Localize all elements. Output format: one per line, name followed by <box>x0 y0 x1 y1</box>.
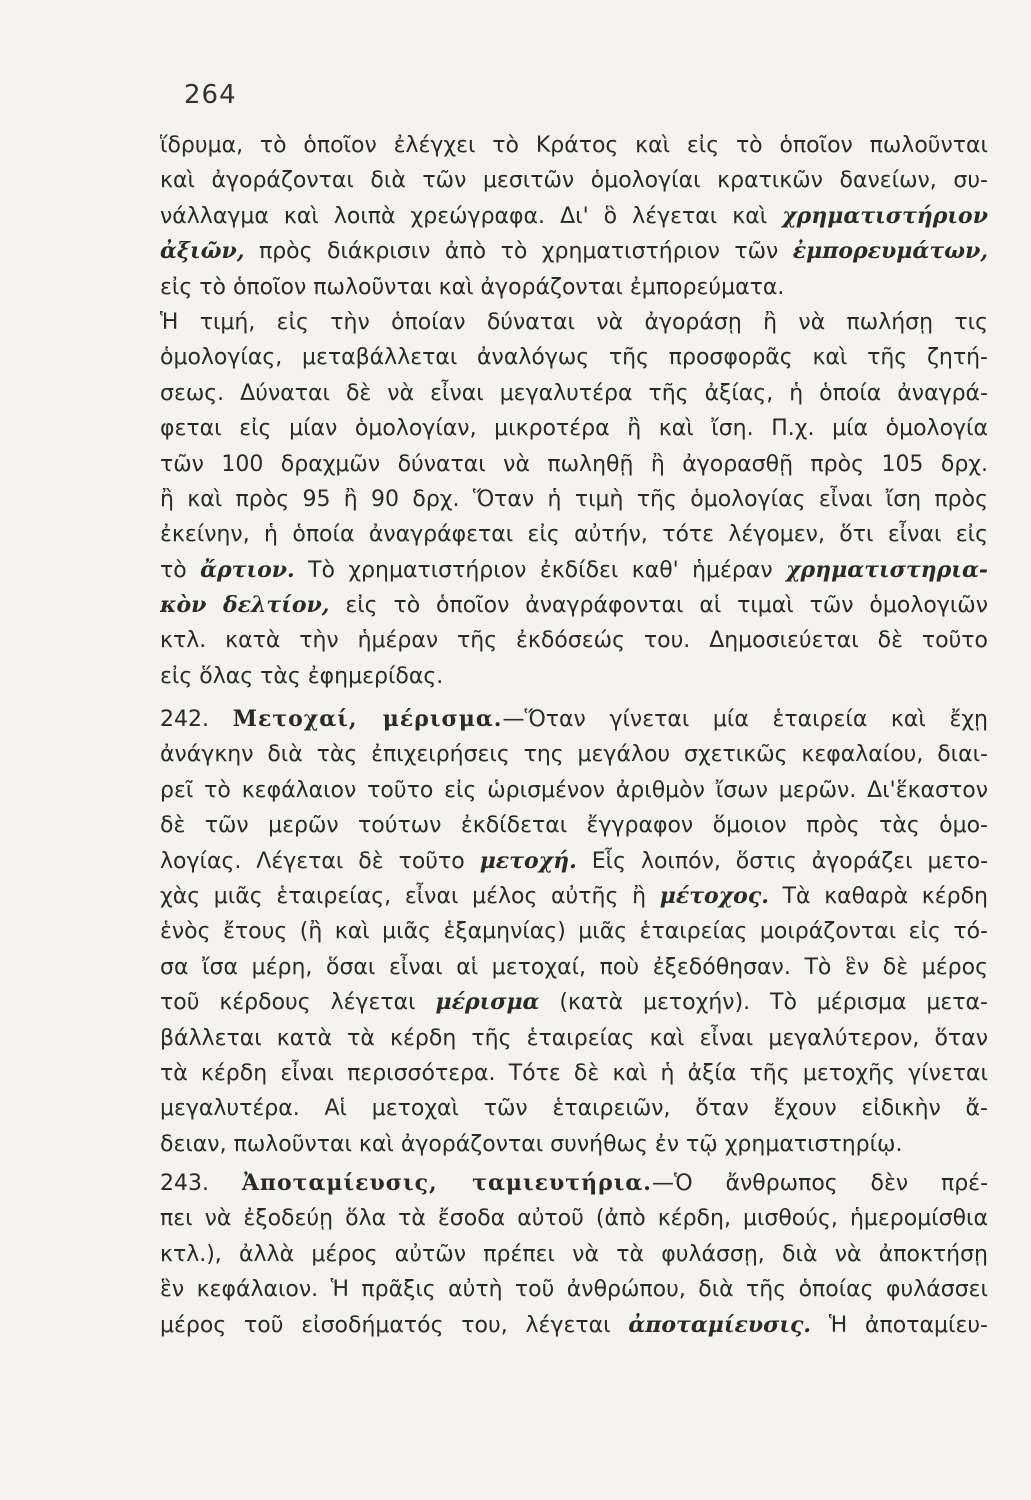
emphasized-term: μέτοχος. <box>659 882 769 909</box>
emphasized-term: μέρισμα <box>435 989 540 1016</box>
text-run: σα ἴσα μέρη, ὅσαι εἶναι αἱ μετοχαί, ποὺ ἐξεδόθησαν. Τὸ ἓν δὲ μέρος <box>160 954 988 980</box>
emphasized-term: κὸν δελτίον, <box>160 592 330 619</box>
text-run: δειαν, πωλοῦνται καὶ ἀγοράζονται συνήθως ἐν τῷ χρηματιστηρίῳ. <box>160 1131 903 1157</box>
text-line <box>160 950 988 985</box>
text-line <box>160 305 988 340</box>
text-line <box>160 482 988 517</box>
text-run: τὸ <box>160 557 201 583</box>
text-run: ὁμολογίας, μεταβάλλεται ἀναλόγως τῆς προσφορᾶς καὶ τῆς ζητή- <box>160 345 988 371</box>
text-run: Ἡ τιμή, εἰς τὴν ὁποίαν δύναται νὰ ἀγοράσῃ ἢ νὰ πωλήσῃ τις <box>160 309 988 335</box>
text-line <box>160 234 988 269</box>
text-line <box>160 1021 988 1056</box>
text-run: πρὸς διάκρισιν ἀπὸ τὸ χρηματιστήριον τῶν <box>244 239 793 265</box>
text-run: κτλ. κατὰ τὴν ἡμέραν τῆς ἐκδόσεώς του. Δημοσιεύεται δὲ τοῦτο <box>160 628 988 654</box>
text-line <box>160 1056 988 1091</box>
section-heading: Ἀποταμίευσις, ταμιευτήρια. <box>241 1170 652 1196</box>
text-run: —Ὁ ἄνθρωπος δὲν πρέ- <box>651 1171 988 1196</box>
emphasized-term: ἐμπορευμάτων, <box>792 238 988 265</box>
text-run: τὰ κέρδη εἶναι περισσότερα. Τότε δὲ καὶ ἡ ἀξία τῆς μετοχῆς γίνεται <box>160 1060 988 1086</box>
text-run: ἵδρυμα, τὸ ὁποῖον ἐλέγχει τὸ Κράτος καὶ εἰς τὸ ὁποῖον πωλοῦνται <box>160 133 988 158</box>
text-run: 242. <box>160 707 233 732</box>
text-line <box>160 128 988 163</box>
text-line <box>160 199 988 234</box>
text-line <box>160 411 988 446</box>
text-line <box>160 844 988 879</box>
text-line <box>160 773 988 808</box>
text-line <box>160 914 988 949</box>
text-line <box>160 808 988 843</box>
text-run: ἐκείνην, ἡ ὁποία ἀναγράφεται εἰς αὐτήν, τότε λέγομεν, ὅτι εἶναι εἰς <box>160 522 988 548</box>
text-run: χὰς μιᾶς ἑταιρείας, εἶναι μέλος αὐτῆς ἢ <box>160 883 660 909</box>
page-number: 264 <box>184 80 237 110</box>
emphasized-term: ἀξιῶν, <box>160 238 245 265</box>
text-line <box>160 623 988 658</box>
text-line <box>160 659 988 694</box>
text-run: τῶν 100 δραχμῶν δύναται νὰ πωληθῇ ἢ ἀγορασθῇ πρὸς 105 δρχ. <box>160 451 988 477</box>
text-run: νάλλαγμα καὶ λοιπὰ χρεώγραφα. Δι' ὃ λέγεται καὶ <box>160 203 783 229</box>
emphasized-term: χρηματιστήριον <box>782 202 988 229</box>
text-run: ρεῖ τὸ κεφάλαιον τοῦτο εἰς ὡρισμένον ἀριθμὸν ἴσων μερῶν. Δι'ἕκαστον <box>160 777 988 803</box>
text-run: δὲ τῶν μερῶν τούτων ἐκδίδεται ἔγγραφον ὅμοιον πρὸς τὰς ὁμο- <box>160 813 988 839</box>
text-run: εἰς τὸ ὁποῖον ἀναγράφονται αἱ τιμαὶ τῶν ὁμολογιῶν <box>329 593 988 619</box>
text-run: ἀνάγκην διὰ τὰς ἐπιχειρήσεις της μεγάλου σχετικῶς κεφαλαίου, διαι- <box>160 742 988 768</box>
text-run: βάλλεται κατὰ τὰ κέρδη τῆς ἑταιρείας καὶ εἶναι μεγαλύτερον, ὅταν <box>160 1025 988 1051</box>
text-line <box>160 985 988 1020</box>
text-run: μέρος τοῦ εἰσοδήματός του, λέγεται <box>160 1312 629 1338</box>
text-run: (κατὰ μετοχήν). Τὸ μέρισμα μετα- <box>539 990 988 1016</box>
text-line <box>160 447 988 482</box>
text-run: ἓν κεφάλαιον. Ἡ πρᾶξις αὐτὴ τοῦ ἀνθρώπου, διὰ τῆς ὁποίας φυλάσσει <box>160 1277 988 1303</box>
emphasized-term: χρηματιστηρια- <box>786 556 988 583</box>
text-line <box>160 376 988 411</box>
text-run: σεως. Δύναται δὲ νὰ εἶναι μεγαλυτέρα τῆς ἀξίας, ἡ ὁποία ἀναγρά- <box>160 380 988 406</box>
text-run: Τὸ χρηματιστήριον ἐκδίδει καθ' ἡμέραν <box>294 557 787 583</box>
text-line <box>160 1272 988 1307</box>
paragraph-243 <box>160 1166 988 1343</box>
text-run: λογίας. Λέγεται δὲ τοῦτο <box>160 848 480 874</box>
text-run: μεγαλυτέρα. Αἱ μετοχαὶ τῶν ἑταιρειῶν, ὅταν ἔχουν εἰδικὴν ἄ- <box>160 1096 988 1122</box>
text-line <box>160 163 988 198</box>
text-line <box>160 340 988 375</box>
text-run: —Ὅταν γίνεται μία ἑταιρεία καὶ ἔχῃ <box>502 707 988 732</box>
text-run: Εἷς λοιπόν, ὅστις ἀγοράζει μετο- <box>576 848 988 874</box>
text-line <box>160 879 988 914</box>
text-line <box>160 553 988 588</box>
text-line <box>160 1166 988 1201</box>
text-line <box>160 702 988 737</box>
emphasized-term: ἀποταμίευσις. <box>628 1311 812 1338</box>
text-run: 243. <box>160 1171 242 1196</box>
text-line <box>160 517 988 552</box>
text-run: καὶ ἀγοράζονται διὰ τῶν μεσιτῶν ὁμολογίαι κρατικῶν δανείων, συ- <box>160 168 988 194</box>
text-line <box>160 588 988 623</box>
text-run: κτλ.), ἀλλὰ μέρος αὐτῶν πρέπει νὰ τὰ φυλάσσῃ, διὰ νὰ ἀποκτήσῃ <box>160 1241 988 1267</box>
text-line <box>160 1201 988 1236</box>
text-line <box>160 1127 988 1162</box>
section-heading: Μετοχαί, μέρισμα. <box>232 706 503 732</box>
text-run: ἑνὸς ἔτους (ἢ καὶ μιᾶς ἑξαμηνίας) μιᾶς ἑταιρείας μοιράζονται εἰς τό- <box>160 919 988 945</box>
text-run: εἰς τὸ ὁποῖον πωλοῦνται καὶ ἀγοράζονται ἐμπορεύματα. <box>160 274 785 300</box>
text-line <box>160 1308 988 1343</box>
text-run: Τὰ καθαρὰ κέρδη <box>768 883 988 909</box>
text-line <box>160 1091 988 1126</box>
emphasized-term: μετοχή. <box>479 847 577 874</box>
text-line <box>160 1237 988 1272</box>
text-run: πει νὰ ἐξοδεύῃ ὅλα τὰ ἔσοδα αὐτοῦ (ἀπὸ κέρδη, μισθούς, ἡμερομίσθια <box>160 1206 988 1232</box>
paragraph-242 <box>160 702 988 1162</box>
text-run: εἰς ὅλας τὰς ἐφημερίδας. <box>160 663 444 689</box>
text-line <box>160 270 988 305</box>
text-run: Ἡ ἀποταμίευ- <box>811 1312 988 1338</box>
text-run: φεται εἰς μίαν ὁμολογίαν, μικροτέρα ἢ καὶ ἴση. Π.χ. μία ὁμολογία <box>160 416 988 442</box>
emphasized-term: ἄρτιον. <box>200 556 295 583</box>
paragraph-241-continued <box>160 128 988 694</box>
text-run: τοῦ κέρδους λέγεται <box>160 990 436 1016</box>
text-run: ἢ καὶ πρὸς 95 ἢ 90 δρχ. Ὅταν ἡ τιμὴ τῆς ὁμολογίας εἶναι ἴση πρὸς <box>160 486 988 512</box>
text-line <box>160 737 988 772</box>
